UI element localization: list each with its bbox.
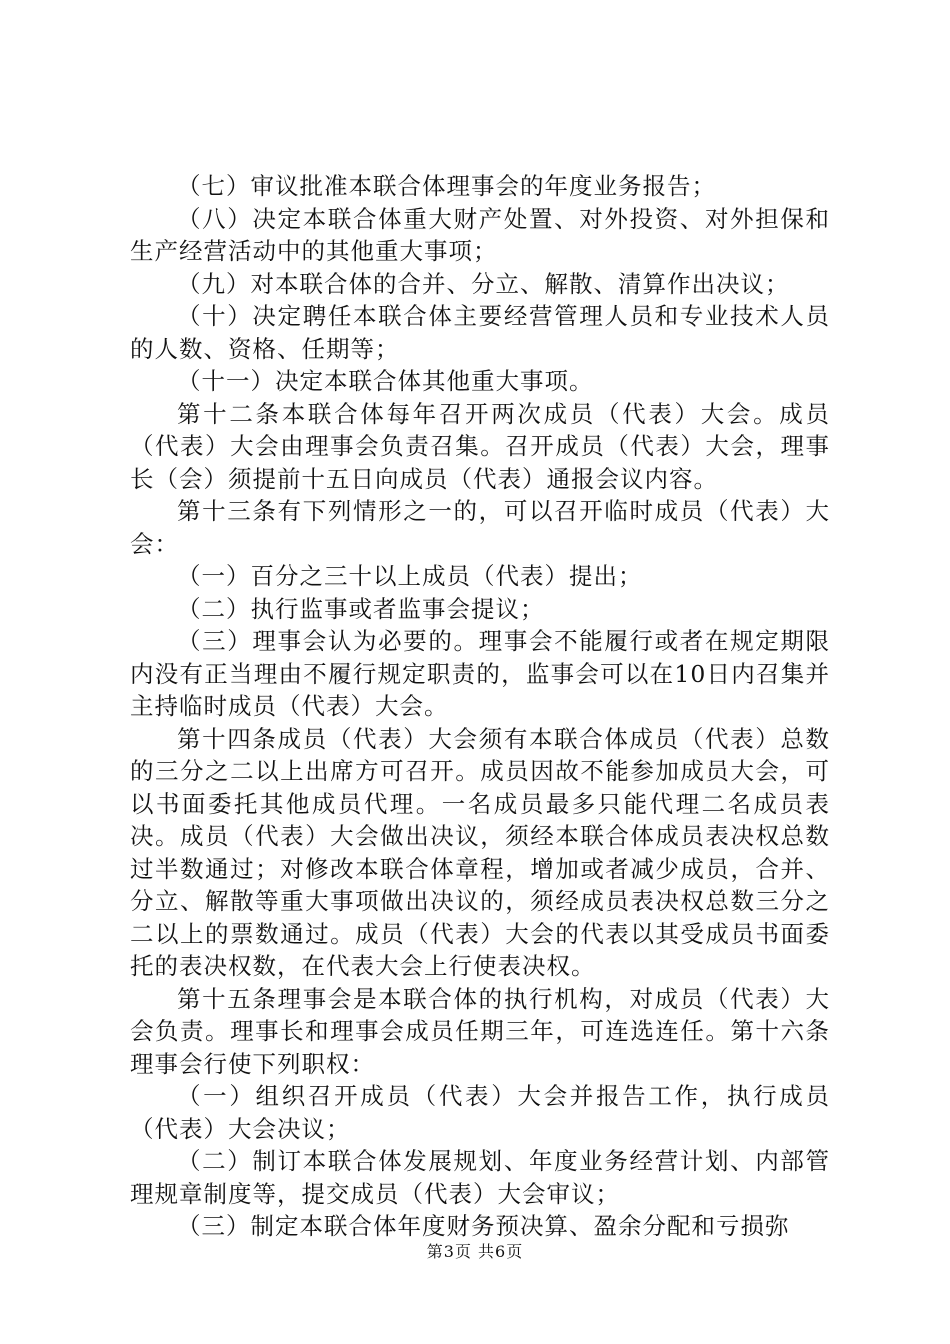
paragraph-item-11: （十一）决定本联合体其他重大事项。 — [177, 367, 594, 395]
article-15: 第十五条理事会是本联合体的执行机构，对成员（代表）大会负责。理事长和理事会成员任期三年，可连选连任。第十六条理事会行使下列职权： — [130, 984, 830, 1078]
page-number-footer: 第3页 共6页 — [426, 1242, 524, 1261]
article-13-item-1: （一）百分之三十以上成员（代表）提出； — [177, 562, 643, 590]
article-16-item-1: （一）组织召开成员（代表）大会并报告工作，执行成员（代表）大会决议； — [130, 1082, 830, 1143]
paragraph-item-9: （九）对本联合体的合并、分立、解散、清算作出决议； — [177, 269, 790, 298]
article-13-item-2: （二）执行监事或者监事会提议； — [177, 594, 545, 623]
paragraph-item-8: （八）决定本联合体重大财产处置、对外投资、对外担保和生产经营活动中的其他重大事项； — [130, 204, 830, 265]
article-13: 第十三条有下列情形之一的，可以召开临时成员（代表）大会： — [130, 497, 830, 558]
document-body — [130, 170, 830, 1243]
paragraph-item-7: （七）审议批准本联合体理事会的年度业务报告； — [177, 172, 716, 200]
article-16-item-3: （三）制定本联合体年度财务预决算、盈余分配和亏损弥 — [177, 1212, 790, 1240]
paragraph-item-10: （十）决定聘任本联合体主要经营管理人员和专业技术人员的人数、资格、任期等； — [130, 302, 830, 363]
article-14: 第十四条成员（代表）大会须有本联合体成员（代表）总数的三分之二以上出席方可召开。成员因故不能参加成员大会，可以书面委托其他成员代理。一名成员最多只能代理二名成员表决。成员（代表）大会做出决议，须经本联合体成员表决权总数过半数通过；对修改本联合体章程，增加或者减少成员，合并、分立、解散等重大事项做出决议的，须经成员表决权总数三分之二以上的票数通过。成员（代表）大会的代表以其受成员书面委托的表决权数，在代表大会上行使表决权。 — [130, 724, 830, 980]
article-16-item-2: （二）制订本联合体发展规划、年度业务经营计划、内部管理规章制度等，提交成员（代表）大会审议； — [130, 1147, 830, 1208]
article-12: 第十二条本联合体每年召开两次成员（代表）大会。成员（代表）大会由理事会负责召集。召开成员（代表）大会，理事长（会）须提前十五日向成员（代表）通报会议内容。 — [130, 399, 830, 493]
article-13-item-3: （三）理事会认为必要的。理事会不能履行或者在规定期限内没有正当理由不履行规定职责的，监事会可以在10日内召集并主持临时成员（代表）大会。 — [130, 627, 830, 720]
